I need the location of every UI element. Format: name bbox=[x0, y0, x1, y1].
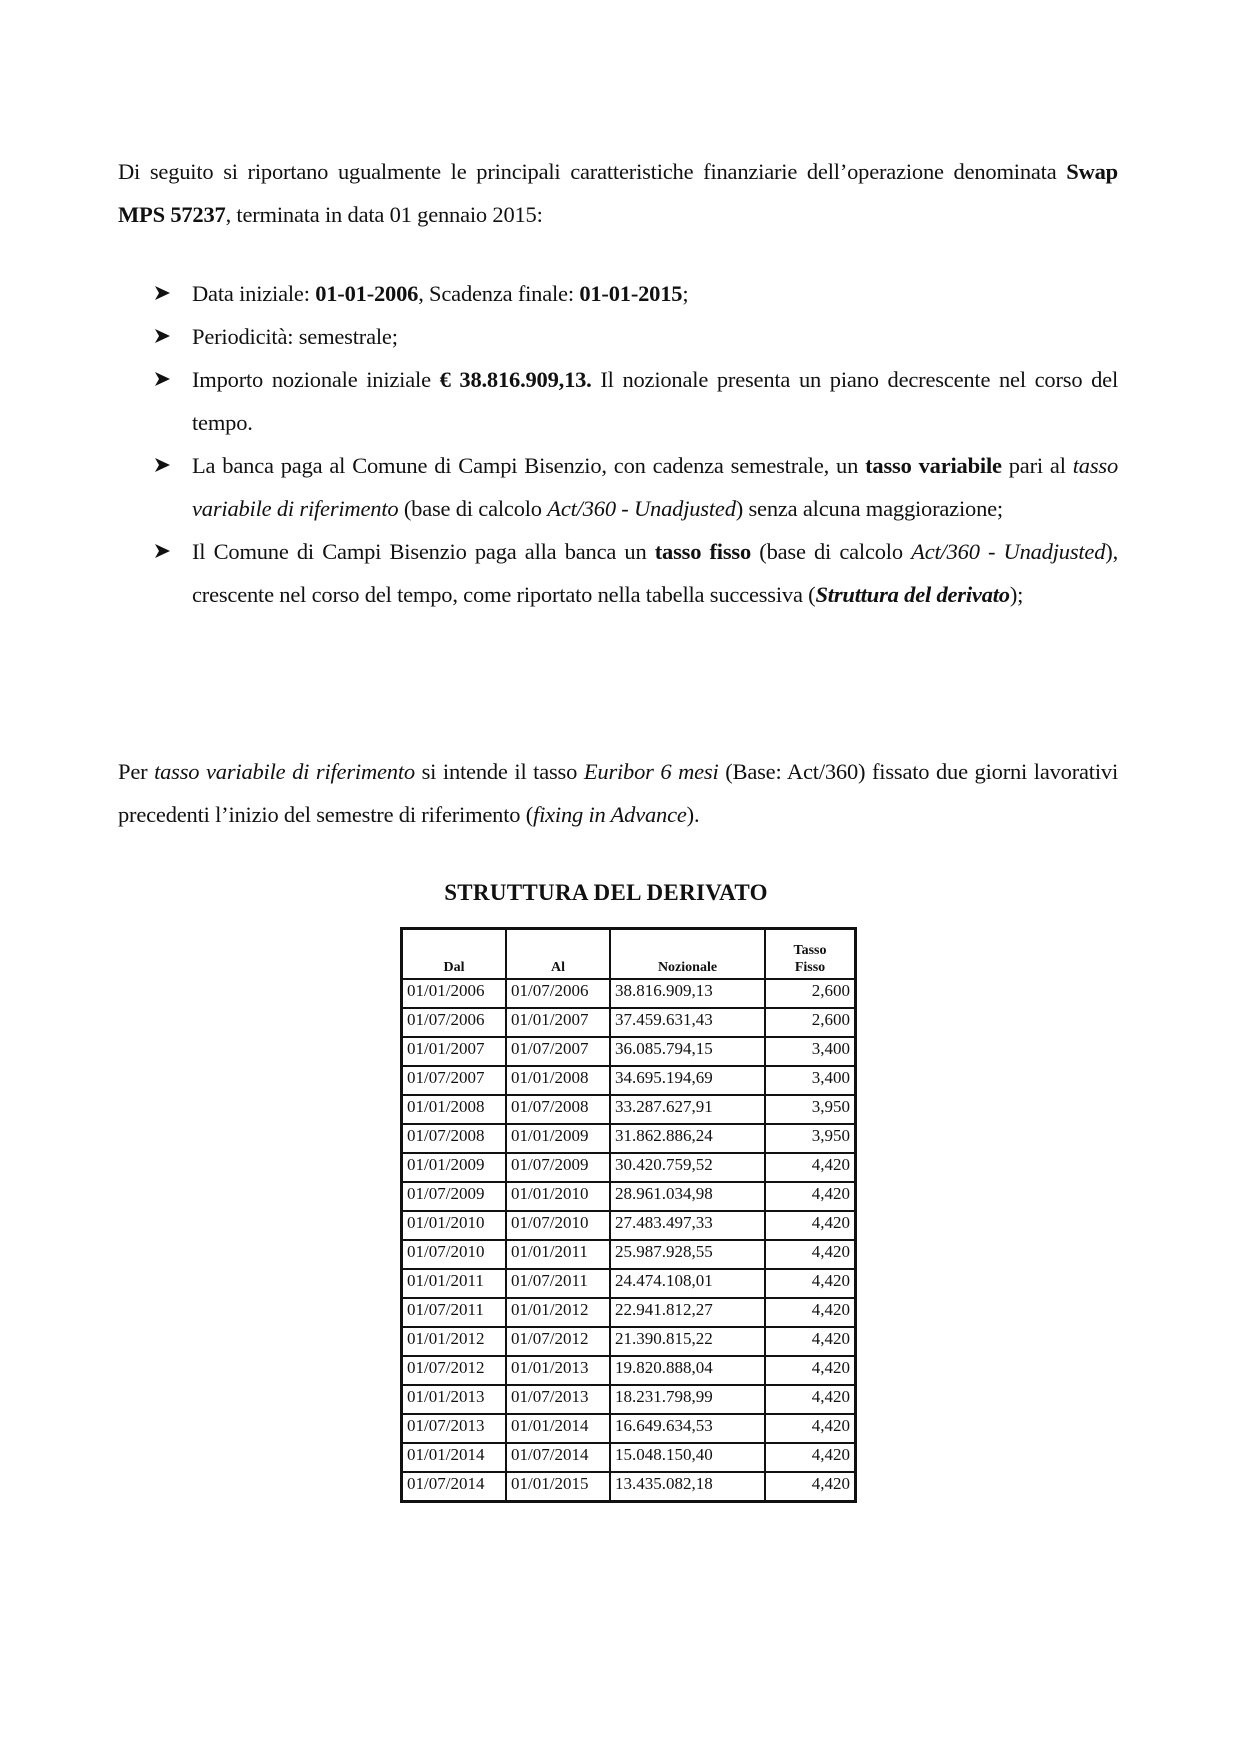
cell-tasso-fisso: 4,420 bbox=[765, 1240, 856, 1269]
notional-description: Il nozionale presenta un piano decrescente nel corso del tempo. bbox=[192, 367, 1118, 435]
table-row bbox=[402, 1037, 856, 1066]
cell-nozionale: 24.474.108,01 bbox=[610, 1269, 765, 1298]
cell-al: 01/07/2010 bbox=[506, 1211, 610, 1240]
list-item-variable-rate bbox=[118, 444, 1118, 530]
table-title: STRUTTURA DEL DERIVATO bbox=[444, 880, 768, 905]
text: pari al bbox=[1001, 453, 1073, 478]
derivative-structure-table bbox=[400, 927, 857, 1503]
cell-dal: 01/01/2012 bbox=[402, 1327, 507, 1356]
cell-dal: 01/07/2012 bbox=[402, 1356, 507, 1385]
cell-dal: 01/07/2010 bbox=[402, 1240, 507, 1269]
cell-nozionale: 22.941.812,27 bbox=[610, 1298, 765, 1327]
table-row bbox=[402, 1472, 856, 1502]
cell-nozionale: 38.816.909,13 bbox=[610, 979, 765, 1008]
cell-al: 01/07/2009 bbox=[506, 1153, 610, 1182]
cell-nozionale: 21.390.815,22 bbox=[610, 1327, 765, 1356]
fixing-term: fixing in Advance bbox=[533, 802, 687, 827]
cell-dal: 01/07/2008 bbox=[402, 1124, 507, 1153]
cell-nozionale: 28.961.034,98 bbox=[610, 1182, 765, 1211]
cell-nozionale: 27.483.497,33 bbox=[610, 1211, 765, 1240]
cell-dal: 01/01/2006 bbox=[402, 979, 507, 1008]
arrow-bullet-icon bbox=[154, 358, 176, 387]
variable-rate-term: tasso variabile bbox=[865, 453, 1002, 478]
cell-nozionale: 19.820.888,04 bbox=[610, 1356, 765, 1385]
cell-nozionale: 36.085.794,15 bbox=[610, 1037, 765, 1066]
reference-rate-paragraph bbox=[118, 750, 1118, 836]
cell-tasso-fisso: 3,950 bbox=[765, 1124, 856, 1153]
table-row bbox=[402, 1385, 856, 1414]
cell-dal: 01/07/2006 bbox=[402, 1008, 507, 1037]
cell-nozionale: 31.862.886,24 bbox=[610, 1124, 765, 1153]
cell-al: 01/01/2007 bbox=[506, 1008, 610, 1037]
header-al: Al bbox=[506, 929, 610, 980]
cell-tasso-fisso: 4,420 bbox=[765, 1385, 856, 1414]
cell-al: 01/07/2007 bbox=[506, 1037, 610, 1066]
cell-dal: 01/01/2014 bbox=[402, 1443, 507, 1472]
cell-al: 01/07/2012 bbox=[506, 1327, 610, 1356]
table-row bbox=[402, 979, 856, 1008]
start-date-value: 01-01-2006 bbox=[315, 281, 419, 306]
end-date-value: 01-01-2015 bbox=[579, 281, 683, 306]
swap-name: Swap MPS 57237 bbox=[118, 159, 1118, 227]
cell-dal: 01/01/2011 bbox=[402, 1269, 507, 1298]
cell-tasso-fisso: 3,950 bbox=[765, 1095, 856, 1124]
cell-al: 01/01/2012 bbox=[506, 1298, 610, 1327]
cell-dal: 01/07/2011 bbox=[402, 1298, 507, 1327]
cell-nozionale: 34.695.194,69 bbox=[610, 1066, 765, 1095]
cell-al: 01/01/2011 bbox=[506, 1240, 610, 1269]
cell-nozionale: 18.231.798,99 bbox=[610, 1385, 765, 1414]
table-row bbox=[402, 1182, 856, 1211]
cell-dal: 01/07/2013 bbox=[402, 1414, 507, 1443]
cell-al: 01/01/2010 bbox=[506, 1182, 610, 1211]
arrow-bullet-icon bbox=[154, 272, 176, 301]
cell-nozionale: 25.987.928,55 bbox=[610, 1240, 765, 1269]
header-dal: Dal bbox=[402, 929, 507, 980]
intro-text: Di seguito si riportano ugualmente le principali caratteristiche finanziarie dell’operazione denominata bbox=[118, 159, 1067, 184]
table-row bbox=[402, 1066, 856, 1095]
header-tasso-line1: Tasso bbox=[793, 943, 827, 958]
text: ); bbox=[1009, 582, 1024, 607]
cell-al: 01/07/2006 bbox=[506, 979, 610, 1008]
text: Il Comune di Campi Bisenzio paga alla banca un bbox=[192, 539, 655, 564]
label-end-date: , Scadenza finale: bbox=[418, 281, 580, 306]
periodicity-text: Periodicità: semestrale; bbox=[192, 324, 398, 349]
cell-tasso-fisso: 4,420 bbox=[765, 1327, 856, 1356]
list-item-fixed-rate bbox=[118, 530, 1118, 616]
cell-al: 01/07/2011 bbox=[506, 1269, 610, 1298]
intro-text-end: , terminata in data 01 gennaio 2015: bbox=[225, 202, 543, 227]
characteristics-list bbox=[118, 272, 1118, 616]
cell-nozionale: 16.649.634,53 bbox=[610, 1414, 765, 1443]
list-item-notional bbox=[118, 358, 1118, 444]
day-count-term: Act/360 - Unadjusted bbox=[911, 539, 1106, 564]
table-reference: Struttura del derivato bbox=[815, 582, 1010, 607]
text: ), crescente nel corso del tempo, come riportato nella tabella successiva ( bbox=[192, 539, 1118, 607]
cell-tasso-fisso: 4,420 bbox=[765, 1414, 856, 1443]
cell-al: 01/01/2014 bbox=[506, 1414, 610, 1443]
cell-tasso-fisso: 4,420 bbox=[765, 1472, 856, 1502]
cell-dal: 01/01/2013 bbox=[402, 1385, 507, 1414]
reference-rate-term: tasso variabile di riferimento bbox=[192, 453, 1118, 521]
cell-nozionale: 37.459.631,43 bbox=[610, 1008, 765, 1037]
header-tasso-fisso bbox=[765, 929, 856, 980]
table-row bbox=[402, 1095, 856, 1124]
cell-al: 01/01/2013 bbox=[506, 1356, 610, 1385]
table-row bbox=[402, 1269, 856, 1298]
arrow-bullet-icon bbox=[154, 444, 176, 473]
table-row bbox=[402, 1008, 856, 1037]
cell-al: 01/01/2008 bbox=[506, 1066, 610, 1095]
text: si intende il tasso bbox=[414, 759, 584, 784]
cell-al: 01/07/2008 bbox=[506, 1095, 610, 1124]
header-tasso-line2: Fisso bbox=[794, 960, 826, 975]
text: La banca paga al Comune di Campi Bisenzio, con cadenza semestrale, un bbox=[192, 453, 866, 478]
cell-dal: 01/01/2007 bbox=[402, 1037, 507, 1066]
list-item-periodicity bbox=[118, 315, 1118, 358]
cell-al: 01/01/2015 bbox=[506, 1472, 610, 1502]
cell-al: 01/01/2009 bbox=[506, 1124, 610, 1153]
cell-al: 01/07/2013 bbox=[506, 1385, 610, 1414]
table-row bbox=[402, 1124, 856, 1153]
reference-rate-term: tasso variabile di riferimento bbox=[154, 759, 415, 784]
table-row bbox=[402, 1356, 856, 1385]
cell-nozionale: 33.287.627,91 bbox=[610, 1095, 765, 1124]
table-row bbox=[402, 1443, 856, 1472]
table-header-row bbox=[402, 929, 856, 980]
cell-tasso-fisso: 2,600 bbox=[765, 979, 856, 1008]
cell-tasso-fisso: 3,400 bbox=[765, 1066, 856, 1095]
arrow-bullet-icon bbox=[154, 315, 176, 344]
notional-label: Importo nozionale iniziale bbox=[192, 367, 440, 392]
text: (base di calcolo bbox=[751, 539, 912, 564]
fixed-rate-term: tasso fisso bbox=[654, 539, 752, 564]
day-count-term: Act/360 - Unadjusted bbox=[547, 496, 736, 521]
table-row bbox=[402, 1153, 856, 1182]
punctuation: ; bbox=[682, 281, 689, 306]
cell-tasso-fisso: 4,420 bbox=[765, 1153, 856, 1182]
cell-al: 01/07/2014 bbox=[506, 1443, 610, 1472]
table-row bbox=[402, 1211, 856, 1240]
label-start-date: Data iniziale: bbox=[192, 281, 316, 306]
cell-tasso-fisso: 4,420 bbox=[765, 1356, 856, 1385]
cell-dal: 01/07/2007 bbox=[402, 1066, 507, 1095]
table-row bbox=[402, 1327, 856, 1356]
cell-tasso-fisso: 4,420 bbox=[765, 1298, 856, 1327]
cell-nozionale: 13.435.082,18 bbox=[610, 1472, 765, 1502]
cell-tasso-fisso: 4,420 bbox=[765, 1211, 856, 1240]
table-row bbox=[402, 1298, 856, 1327]
cell-dal: 01/07/2009 bbox=[402, 1182, 507, 1211]
table-body bbox=[402, 979, 856, 1502]
text: (base di calcolo bbox=[398, 496, 548, 521]
cell-tasso-fisso: 4,420 bbox=[765, 1443, 856, 1472]
cell-nozionale: 30.420.759,52 bbox=[610, 1153, 765, 1182]
table-row bbox=[402, 1240, 856, 1269]
euribor-term: Euribor 6 mesi bbox=[583, 759, 719, 784]
cell-dal: 01/01/2008 bbox=[402, 1095, 507, 1124]
cell-tasso-fisso: 3,400 bbox=[765, 1037, 856, 1066]
cell-tasso-fisso: 4,420 bbox=[765, 1182, 856, 1211]
cell-dal: 01/07/2014 bbox=[402, 1472, 507, 1502]
cell-tasso-fisso: 4,420 bbox=[765, 1269, 856, 1298]
text: ). bbox=[686, 802, 700, 827]
intro-paragraph bbox=[118, 150, 1118, 236]
table-row bbox=[402, 1414, 856, 1443]
cell-nozionale: 15.048.150,40 bbox=[610, 1443, 765, 1472]
text: ) senza alcuna maggiorazione; bbox=[735, 496, 1003, 521]
cell-dal: 01/01/2009 bbox=[402, 1153, 507, 1182]
text: Per bbox=[118, 759, 155, 784]
header-nozionale: Nozionale bbox=[610, 929, 765, 980]
notional-value: € 38.816.909,13. bbox=[439, 367, 592, 392]
cell-dal: 01/01/2010 bbox=[402, 1211, 507, 1240]
arrow-bullet-icon bbox=[154, 530, 176, 559]
cell-tasso-fisso: 2,600 bbox=[765, 1008, 856, 1037]
text: (Base: Act/360) fissato due giorni lavorativi precedenti l’inizio del semestre di riferimento ( bbox=[118, 759, 1118, 827]
list-item-dates bbox=[118, 272, 1118, 315]
